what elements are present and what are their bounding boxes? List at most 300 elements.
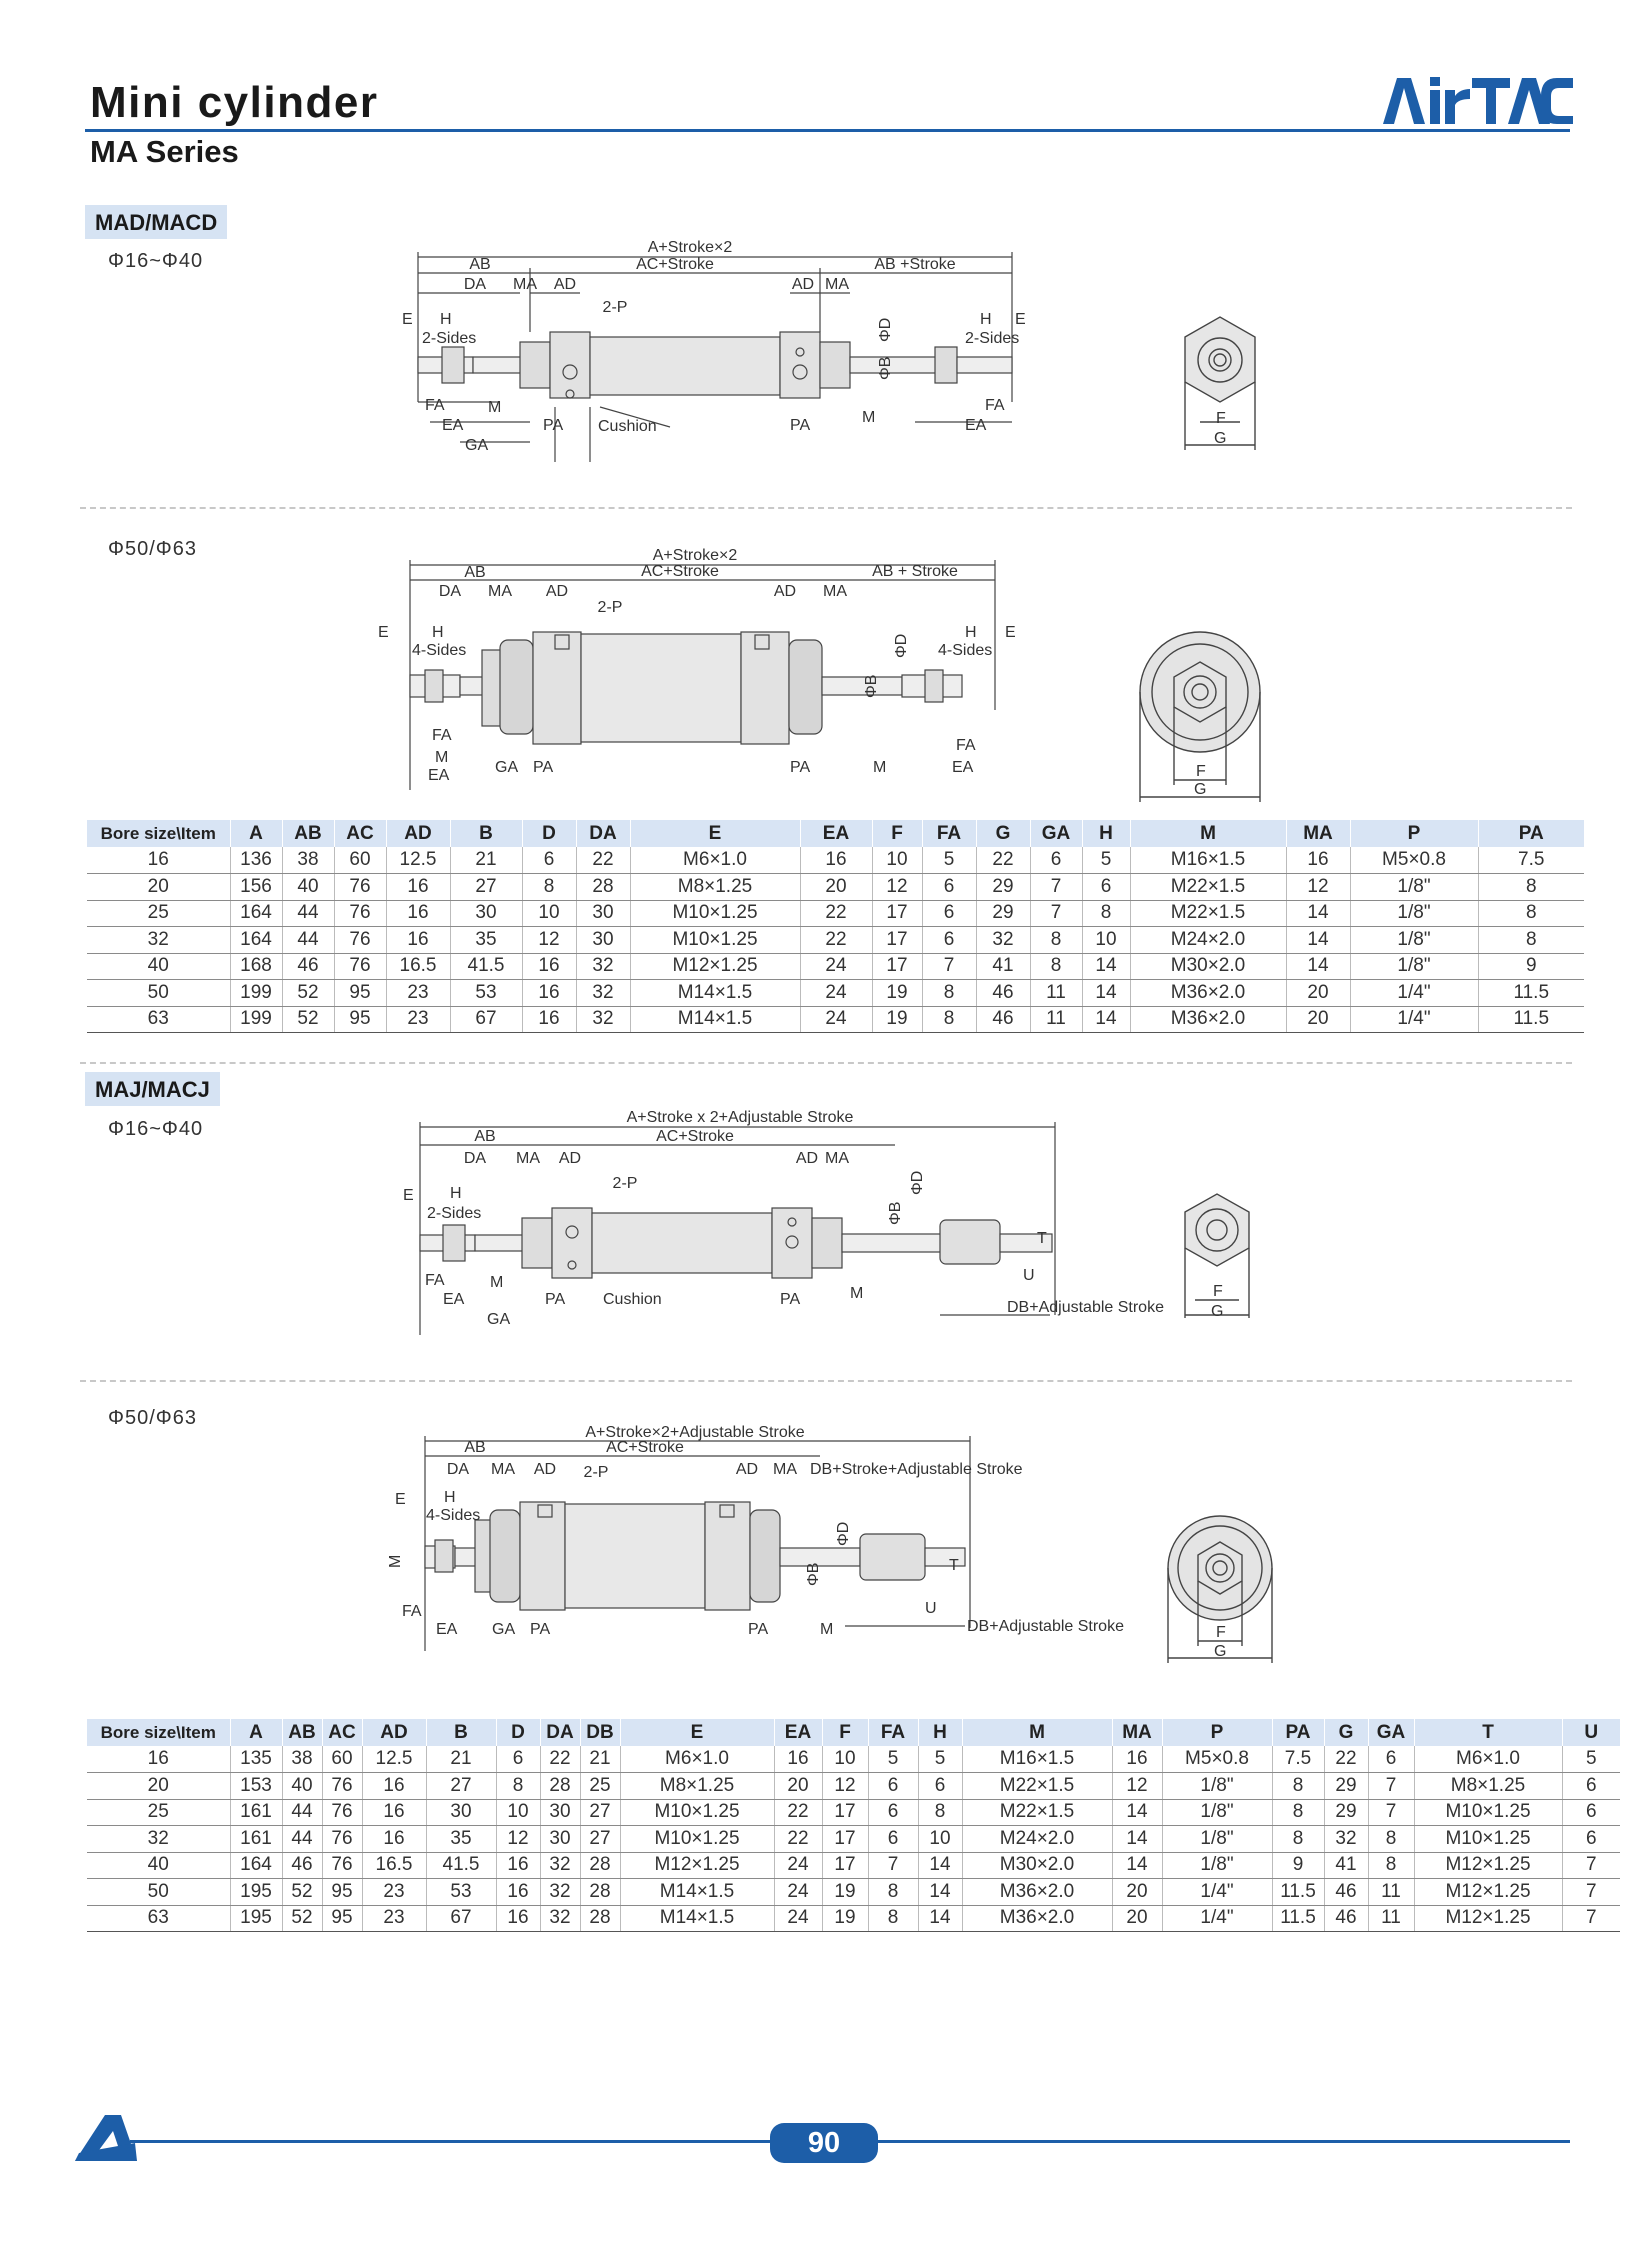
- table-cell: 6: [922, 927, 976, 954]
- table-cell: 22: [976, 847, 1030, 874]
- column-header: G: [976, 820, 1030, 847]
- table-cell: 1/4": [1350, 1006, 1478, 1033]
- table-cell: 22: [774, 1826, 822, 1853]
- bore-range-small-2: Φ16~Φ40: [108, 1118, 204, 1140]
- column-header: MA: [1112, 1719, 1162, 1746]
- svg-text:4-Sides: 4-Sides: [938, 642, 993, 659]
- table-cell: M8×1.25: [630, 874, 800, 901]
- table-cell: 20: [1286, 980, 1350, 1007]
- table-row: [87, 1773, 1620, 1800]
- column-header: B: [450, 820, 522, 847]
- table-cell: M12×1.25: [620, 1852, 774, 1879]
- table-row: [87, 1879, 1620, 1906]
- table-cell: 8: [1272, 1826, 1324, 1853]
- table-cell: 1/4": [1162, 1879, 1272, 1906]
- table-cell: 8: [1272, 1799, 1324, 1826]
- table-cell: M10×1.25: [1414, 1826, 1562, 1853]
- table-cell: 16: [386, 874, 450, 901]
- table-cell: 11: [1368, 1879, 1414, 1906]
- table-cell: 1/8": [1350, 953, 1478, 980]
- svg-text:F: F: [1216, 410, 1226, 427]
- table-cell: 16: [386, 900, 450, 927]
- section-label-mad: MAD/MACD: [85, 205, 227, 239]
- table-cell: 46: [976, 1006, 1030, 1033]
- svg-text:H: H: [450, 1185, 462, 1202]
- table-cell: 63: [87, 1905, 230, 1932]
- svg-text:FA: FA: [425, 397, 445, 414]
- table-cell: 25: [580, 1773, 620, 1800]
- table-cell: 32: [87, 1826, 230, 1853]
- svg-text:H: H: [440, 311, 452, 328]
- table-cell: 12.5: [362, 1746, 426, 1773]
- table-cell: 32: [976, 927, 1030, 954]
- column-header: M: [1130, 820, 1286, 847]
- table-cell: 24: [800, 1006, 872, 1033]
- svg-text:FA: FA: [425, 1272, 445, 1289]
- table-cell: 14: [1082, 953, 1130, 980]
- table-cell: 19: [822, 1905, 868, 1932]
- table-cell: 11.5: [1478, 980, 1584, 1007]
- table-cell: 16: [1112, 1746, 1162, 1773]
- table-cell: 12: [496, 1826, 540, 1853]
- svg-text:M: M: [862, 409, 876, 426]
- table-cell: 11: [1030, 980, 1082, 1007]
- page-title: Mini cylinder: [90, 78, 379, 127]
- page-subtitle: MA Series: [90, 134, 239, 169]
- svg-text:FA: FA: [402, 1603, 422, 1620]
- table-cell: M22×1.5: [1130, 900, 1286, 927]
- column-header: E: [630, 820, 800, 847]
- column-header: EA: [774, 1719, 822, 1746]
- column-header: D: [522, 820, 576, 847]
- table-cell: 8: [918, 1799, 962, 1826]
- svg-text:EA: EA: [436, 1621, 458, 1638]
- bore-range-small-1: Φ16~Φ40: [108, 250, 204, 272]
- table-cell: 46: [282, 953, 334, 980]
- table-cell: 40: [282, 874, 334, 901]
- table-cell: 1/4": [1350, 980, 1478, 1007]
- column-header: A: [230, 1719, 282, 1746]
- column-header: M: [962, 1719, 1112, 1746]
- table-cell: 8: [1368, 1852, 1414, 1879]
- table-header-row: [87, 1719, 1620, 1746]
- table-cell: 44: [282, 1799, 322, 1826]
- table-cell: 40: [282, 1773, 322, 1800]
- table-cell: 38: [282, 847, 334, 874]
- table-cell: 46: [976, 980, 1030, 1007]
- table-cell: 32: [540, 1879, 580, 1906]
- table-cell: 8: [1082, 900, 1130, 927]
- table-cell: M22×1.5: [962, 1773, 1112, 1800]
- svg-text:T: T: [949, 1557, 959, 1574]
- svg-text:AB: AB: [464, 564, 486, 581]
- column-header: DA: [576, 820, 630, 847]
- table-cell: 29: [976, 874, 1030, 901]
- table-cell: 17: [822, 1799, 868, 1826]
- svg-text:E: E: [378, 624, 389, 641]
- table-cell: 46: [1324, 1905, 1368, 1932]
- svg-text:EA: EA: [428, 767, 450, 784]
- svg-text:H: H: [965, 624, 977, 641]
- svg-text:DA: DA: [438, 583, 462, 600]
- table-cell: 156: [230, 874, 282, 901]
- svg-text:E: E: [1015, 311, 1026, 328]
- svg-text:PA: PA: [790, 417, 811, 434]
- table-cell: 17: [872, 900, 922, 927]
- svg-text:U: U: [1023, 1267, 1035, 1284]
- table-cell: 8: [1478, 927, 1584, 954]
- column-header: MA: [1286, 820, 1350, 847]
- svg-text:ΦD: ΦD: [835, 1521, 852, 1546]
- table-cell: M14×1.5: [620, 1879, 774, 1906]
- svg-text:ΦB: ΦB: [805, 1562, 822, 1586]
- table-cell: M10×1.25: [620, 1826, 774, 1853]
- table-cell: 32: [540, 1852, 580, 1879]
- table-cell: M16×1.5: [962, 1746, 1112, 1773]
- table-cell: 7: [1562, 1852, 1620, 1879]
- svg-text:EA: EA: [952, 759, 974, 776]
- svg-text:PA: PA: [533, 759, 554, 776]
- column-header: AC: [322, 1719, 362, 1746]
- table-cell: 7: [1368, 1773, 1414, 1800]
- table-cell: 28: [540, 1773, 580, 1800]
- table-cell: 8: [1368, 1826, 1414, 1853]
- svg-text:G: G: [1194, 781, 1207, 798]
- svg-text:AD: AD: [791, 276, 815, 293]
- table-cell: 20: [1286, 1006, 1350, 1033]
- table-cell: 76: [322, 1799, 362, 1826]
- table-cell: 76: [322, 1773, 362, 1800]
- table-cell: 11: [1368, 1905, 1414, 1932]
- table-cell: 16: [496, 1905, 540, 1932]
- table-cell: 8: [522, 874, 576, 901]
- table-cell: 8: [1478, 900, 1584, 927]
- table-cell: 76: [322, 1826, 362, 1853]
- svg-text:ΦD: ΦD: [893, 633, 910, 658]
- svg-text:EA: EA: [442, 417, 464, 434]
- table-cell: 11.5: [1272, 1905, 1324, 1932]
- svg-text:2-Sides: 2-Sides: [965, 330, 1020, 347]
- svg-text:EA: EA: [965, 417, 987, 434]
- svg-text:MA: MA: [825, 1150, 849, 1167]
- svg-text:M: M: [435, 749, 449, 766]
- table-row: [87, 900, 1584, 927]
- table-cell: 44: [282, 1826, 322, 1853]
- table-cell: 35: [426, 1826, 496, 1853]
- svg-text:2-P: 2-P: [583, 1464, 609, 1481]
- svg-text:ΦB: ΦB: [863, 674, 880, 698]
- table-cell: 16: [386, 927, 450, 954]
- svg-text:Cushion: Cushion: [603, 1291, 662, 1308]
- svg-text:AC+Stroke: AC+Stroke: [636, 256, 714, 273]
- table-cell: 153: [230, 1773, 282, 1800]
- table-cell: 20: [87, 1773, 230, 1800]
- svg-text:AD: AD: [545, 583, 569, 600]
- table-cell: 199: [230, 1006, 282, 1033]
- table-cell: 161: [230, 1826, 282, 1853]
- svg-text:GA: GA: [465, 437, 489, 454]
- svg-text:DB+Adjustable Stroke: DB+Adjustable Stroke: [967, 1618, 1124, 1635]
- svg-text:DA: DA: [463, 1150, 487, 1167]
- table-cell: 6: [1562, 1826, 1620, 1853]
- table-cell: 6: [522, 847, 576, 874]
- table-row: [87, 847, 1584, 874]
- svg-text:AB + Stroke: AB + Stroke: [872, 563, 958, 580]
- table-cell: 6: [1562, 1799, 1620, 1826]
- table-cell: M22×1.5: [962, 1799, 1112, 1826]
- page-number: 90: [770, 2123, 878, 2163]
- table-cell: 67: [450, 1006, 522, 1033]
- table-cell: 22: [800, 900, 872, 927]
- table-cell: 76: [334, 953, 386, 980]
- table-cell: M14×1.5: [630, 1006, 800, 1033]
- table-cell: 32: [576, 980, 630, 1007]
- table-cell: 1/8": [1162, 1799, 1272, 1826]
- svg-text:PA: PA: [790, 759, 811, 776]
- table-cell: 25: [87, 900, 230, 927]
- table-cell: 6: [1562, 1773, 1620, 1800]
- table-cell: 52: [282, 1879, 322, 1906]
- column-header: AD: [362, 1719, 426, 1746]
- table-cell: 7: [1562, 1905, 1620, 1932]
- svg-text:MA: MA: [491, 1461, 515, 1478]
- table-cell: M22×1.5: [1130, 874, 1286, 901]
- table-row: [87, 1006, 1584, 1033]
- table-cell: 25: [87, 1799, 230, 1826]
- svg-text:T: T: [1037, 1230, 1047, 1247]
- table-cell: 22: [540, 1746, 580, 1773]
- svg-text:MA: MA: [773, 1461, 797, 1478]
- table-row: [87, 1799, 1620, 1826]
- svg-text:MA: MA: [516, 1150, 540, 1167]
- table-cell: 20: [800, 874, 872, 901]
- svg-text:F: F: [1216, 1624, 1226, 1641]
- column-header: H: [918, 1719, 962, 1746]
- table-cell: 16: [362, 1826, 426, 1853]
- table-cell: 16: [522, 980, 576, 1007]
- table-cell: 24: [800, 980, 872, 1007]
- svg-text:FA: FA: [956, 737, 976, 754]
- table-cell: 135: [230, 1746, 282, 1773]
- table-cell: 50: [87, 1879, 230, 1906]
- svg-text:AD: AD: [735, 1461, 759, 1478]
- column-header: DB: [580, 1719, 620, 1746]
- table-cell: 22: [1324, 1746, 1368, 1773]
- table-cell: 1/8": [1162, 1852, 1272, 1879]
- table-cell: M36×2.0: [1130, 1006, 1286, 1033]
- column-header: Bore size\Item: [87, 1719, 230, 1746]
- table-cell: 20: [774, 1773, 822, 1800]
- table-cell: 27: [580, 1799, 620, 1826]
- svg-text:AC+Stroke: AC+Stroke: [656, 1128, 734, 1145]
- table-cell: 30: [426, 1799, 496, 1826]
- svg-text:DA: DA: [446, 1461, 470, 1478]
- table-cell: 32: [576, 1006, 630, 1033]
- svg-text:A+Stroke x 2+Adjustable Stroke: A+Stroke x 2+Adjustable Stroke: [626, 1109, 854, 1126]
- svg-text:EA: EA: [443, 1291, 465, 1308]
- table-cell: 21: [426, 1746, 496, 1773]
- table-cell: 21: [450, 847, 522, 874]
- svg-text:DA: DA: [463, 276, 487, 293]
- table-cell: 40: [87, 1852, 230, 1879]
- table-cell: 20: [1112, 1905, 1162, 1932]
- table-cell: 16: [87, 847, 230, 874]
- table-cell: 14: [918, 1852, 962, 1879]
- table-cell: 1/8": [1162, 1826, 1272, 1853]
- table-cell: 168: [230, 953, 282, 980]
- svg-text:AC+Stroke: AC+Stroke: [606, 1439, 684, 1456]
- table-cell: 40: [87, 953, 230, 980]
- table-cell: M36×2.0: [962, 1879, 1112, 1906]
- table-cell: 44: [282, 927, 334, 954]
- table-cell: 16: [362, 1799, 426, 1826]
- table-row: [87, 1852, 1620, 1879]
- table-cell: 11: [1030, 1006, 1082, 1033]
- svg-text:PA: PA: [545, 1291, 566, 1308]
- table-cell: 22: [576, 847, 630, 874]
- table-cell: 14: [1286, 900, 1350, 927]
- table-cell: 63: [87, 1006, 230, 1033]
- table-cell: 17: [822, 1826, 868, 1853]
- table-cell: 28: [580, 1852, 620, 1879]
- table-cell: 8: [1272, 1773, 1324, 1800]
- svg-text:AB: AB: [464, 1439, 486, 1456]
- table-cell: 21: [580, 1746, 620, 1773]
- table-cell: 16.5: [362, 1852, 426, 1879]
- spec-table-maj: [87, 1719, 1620, 1932]
- table-cell: 10: [496, 1799, 540, 1826]
- svg-text:H: H: [444, 1489, 456, 1506]
- column-header: Bore size\Item: [87, 820, 230, 847]
- column-header: G: [1324, 1719, 1368, 1746]
- table-cell: 6: [868, 1826, 918, 1853]
- svg-text:ΦD: ΦD: [877, 317, 894, 342]
- table-cell: 16: [774, 1746, 822, 1773]
- table-cell: 41: [1324, 1852, 1368, 1879]
- column-header: E: [620, 1719, 774, 1746]
- table-cell: 20: [1112, 1879, 1162, 1906]
- table-cell: 5: [1562, 1746, 1620, 1773]
- table-cell: 23: [386, 1006, 450, 1033]
- svg-text:MA: MA: [823, 583, 847, 600]
- table-cell: 29: [1324, 1799, 1368, 1826]
- table-cell: 9: [1272, 1852, 1324, 1879]
- svg-text:FA: FA: [432, 727, 452, 744]
- svg-text:G: G: [1214, 430, 1227, 447]
- table-cell: 32: [576, 953, 630, 980]
- table-cell: 136: [230, 847, 282, 874]
- svg-text:2-P: 2-P: [597, 599, 623, 616]
- svg-text:DB+Stroke+Adjustable Stroke: DB+Stroke+Adjustable Stroke: [810, 1461, 1023, 1478]
- table-cell: 6: [868, 1799, 918, 1826]
- table-row: [87, 874, 1584, 901]
- table-cell: 53: [426, 1879, 496, 1906]
- table-cell: 8: [922, 1006, 976, 1033]
- table-row: [87, 1826, 1620, 1853]
- table-cell: 41.5: [426, 1852, 496, 1879]
- table-cell: 195: [230, 1905, 282, 1932]
- column-header: A: [230, 820, 282, 847]
- table-cell: 53: [450, 980, 522, 1007]
- svg-text:AB +Stroke: AB +Stroke: [874, 256, 956, 273]
- table-cell: 16.5: [386, 953, 450, 980]
- svg-text:4-Sides: 4-Sides: [412, 642, 467, 659]
- svg-text:E: E: [395, 1491, 406, 1508]
- table-cell: 10: [872, 847, 922, 874]
- svg-text:AC+Stroke: AC+Stroke: [641, 563, 719, 580]
- table-cell: 11.5: [1272, 1879, 1324, 1906]
- table-cell: 16: [362, 1773, 426, 1800]
- table-cell: 16: [800, 847, 872, 874]
- table-cell: 199: [230, 980, 282, 1007]
- table-cell: M14×1.5: [630, 980, 800, 1007]
- svg-text:F: F: [1196, 763, 1206, 780]
- svg-text:H: H: [980, 311, 992, 328]
- table-row: [87, 1746, 1620, 1773]
- table-cell: 12.5: [386, 847, 450, 874]
- table-cell: M16×1.5: [1130, 847, 1286, 874]
- table-cell: 30: [450, 900, 522, 927]
- table-cell: 16: [522, 953, 576, 980]
- table-cell: 6: [1368, 1746, 1414, 1773]
- svg-text:AB: AB: [474, 1128, 496, 1145]
- table-cell: M12×1.25: [630, 953, 800, 980]
- table-cell: M6×1.0: [1414, 1746, 1562, 1773]
- table-cell: 10: [822, 1746, 868, 1773]
- column-header: U: [1562, 1719, 1620, 1746]
- svg-text:U: U: [925, 1600, 937, 1617]
- svg-text:G: G: [1214, 1643, 1227, 1660]
- table-cell: 35: [450, 927, 522, 954]
- table-cell: 52: [282, 1006, 334, 1033]
- table-cell: M36×2.0: [962, 1905, 1112, 1932]
- svg-text:F: F: [1213, 1283, 1223, 1300]
- table-cell: 6: [1082, 874, 1130, 901]
- table-cell: M6×1.0: [630, 847, 800, 874]
- table-cell: M36×2.0: [1130, 980, 1286, 1007]
- table-cell: 14: [1112, 1852, 1162, 1879]
- table-cell: 14: [918, 1905, 962, 1932]
- column-header: AD: [386, 820, 450, 847]
- table-cell: 7: [868, 1852, 918, 1879]
- table-cell: 7.5: [1478, 847, 1584, 874]
- table-cell: 76: [334, 874, 386, 901]
- table-cell: 60: [322, 1746, 362, 1773]
- table-cell: 6: [922, 874, 976, 901]
- svg-text:M: M: [488, 399, 502, 416]
- table-cell: 14: [1286, 953, 1350, 980]
- table-cell: 24: [800, 953, 872, 980]
- svg-text:PA: PA: [543, 417, 564, 434]
- table-cell: 19: [872, 1006, 922, 1033]
- column-header: GA: [1368, 1719, 1414, 1746]
- table-cell: 30: [540, 1799, 580, 1826]
- section-divider: [80, 1380, 1572, 1382]
- svg-text:MA: MA: [825, 276, 849, 293]
- svg-text:MA: MA: [488, 583, 512, 600]
- table-cell: M12×1.25: [1414, 1879, 1562, 1906]
- spec-table-mad: [87, 820, 1584, 1033]
- svg-text:GA: GA: [487, 1311, 511, 1328]
- table-cell: 41: [976, 953, 1030, 980]
- table-cell: 164: [230, 1852, 282, 1879]
- table-cell: 5: [922, 847, 976, 874]
- column-header: T: [1414, 1719, 1562, 1746]
- column-header: D: [496, 1719, 540, 1746]
- table-cell: 12: [872, 874, 922, 901]
- svg-text:M: M: [490, 1274, 504, 1291]
- svg-text:2-Sides: 2-Sides: [422, 330, 477, 347]
